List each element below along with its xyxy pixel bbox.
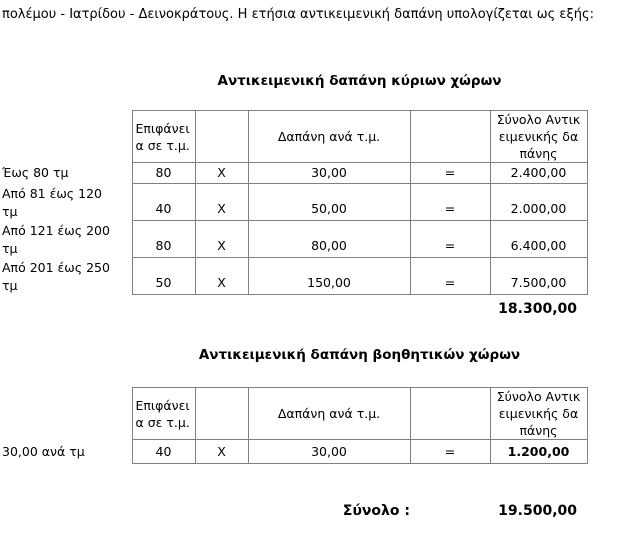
aux-table-title: Αντικειμενική δαπάνη βοηθητικών χώρων [198, 347, 521, 363]
equals-cell: = [410, 184, 490, 221]
times-cell: X [195, 163, 248, 184]
main-table-title: Αντικειμενική δαπάνη κύριων χώρων [217, 73, 502, 89]
area-cell: 40 [132, 440, 195, 464]
header-area: Επιφάνεια σε τ.μ. [132, 111, 195, 163]
row-label: Έως 80 τμ [2, 164, 69, 180]
total-cell: 2.400,00 [490, 163, 587, 184]
equals-cell: = [410, 163, 490, 184]
table-row [0, 440, 587, 464]
header-total: Σύνολο Αντικειμενικής δαπάνης [490, 111, 587, 163]
cost-cell: 50,00 [248, 184, 410, 221]
table-row [0, 163, 587, 184]
header-label-spacer [0, 388, 132, 440]
aux-table [0, 387, 588, 464]
cost-cell: 150,00 [248, 258, 410, 295]
times-cell: X [195, 221, 248, 258]
total-cell: 2.000,00 [490, 184, 587, 221]
total-cell: 6.400,00 [490, 221, 587, 258]
cost-cell: 80,00 [248, 221, 410, 258]
cost-cell: 30,00 [248, 440, 410, 464]
cost-cell: 30,00 [248, 163, 410, 184]
header-times [195, 388, 248, 440]
grand-total-label: Σύνολο : [342, 503, 410, 519]
row-label: Από 81 έως 120 τμ [2, 185, 102, 219]
header-cost-per-sqm: Δαπάνη ανά τ.μ. [248, 111, 410, 163]
table-row [0, 184, 587, 221]
intro-paragraph: πολέμου - Ιατρίδου - Δεινοκράτους. Η ετήσια αντικειμενική δαπάνη υπολογίζεται ως εξής: [2, 7, 594, 22]
header-label-spacer [0, 111, 132, 163]
grand-total-value: 19.500,00 [498, 503, 577, 519]
aux-table-header-row [0, 388, 587, 440]
row-label: Από 121 έως 200 τμ [2, 222, 110, 256]
times-cell: X [195, 184, 248, 221]
area-cell: 50 [132, 258, 195, 295]
row-label: Από 201 έως 250 τμ [2, 259, 110, 293]
header-total: Σύνολο Αντικειμενικής δαπάνης [490, 388, 587, 440]
equals-cell: = [410, 258, 490, 295]
equals-cell: = [410, 440, 490, 464]
header-area: Επιφάνεια σε τ.μ. [132, 388, 195, 440]
times-cell: X [195, 440, 248, 464]
header-cost-per-sqm: Δαπάνη ανά τ.μ. [248, 388, 410, 440]
area-cell: 80 [132, 221, 195, 258]
total-cell: 1.200,00 [490, 440, 587, 464]
row-label: 30,00 ανά τμ [2, 443, 85, 459]
times-cell: X [195, 258, 248, 295]
area-cell: 80 [132, 163, 195, 184]
main-table [0, 110, 588, 295]
table-row [0, 221, 587, 258]
table-row [0, 258, 587, 295]
header-equals [410, 111, 490, 163]
equals-cell: = [410, 221, 490, 258]
main-table-subtotal: 18.300,00 [498, 301, 577, 317]
area-cell: 40 [132, 184, 195, 221]
total-cell: 7.500,00 [490, 258, 587, 295]
header-times [195, 111, 248, 163]
header-equals [410, 388, 490, 440]
main-table-header-row [0, 111, 587, 163]
